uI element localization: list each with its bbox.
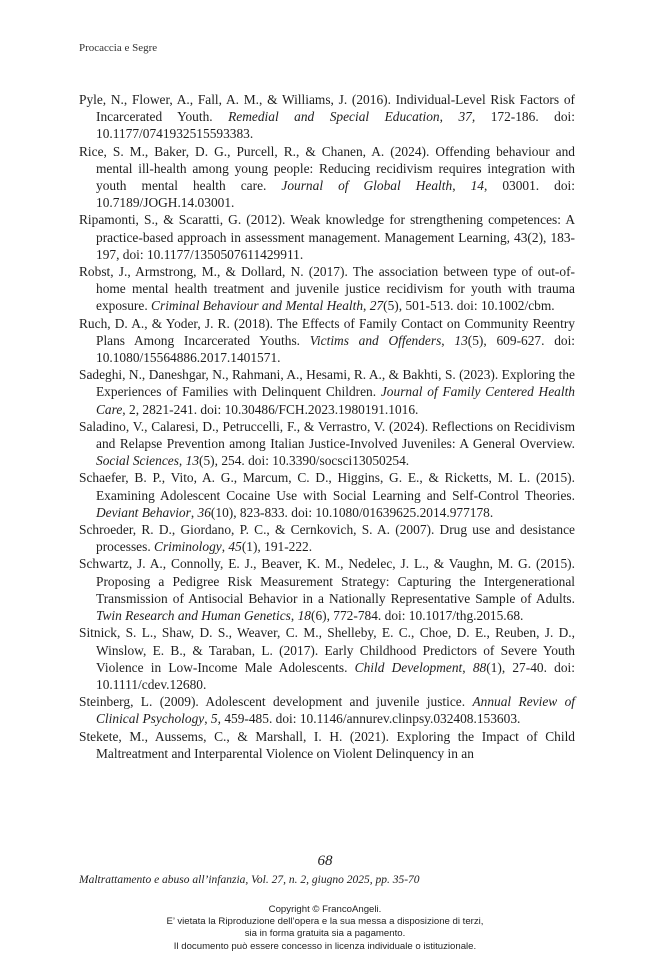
reference-text: 172-186. doi: 10.1177/0741932515593383. xyxy=(96,109,575,142)
reference-entry xyxy=(79,555,575,624)
running-head: Procaccia e Segre xyxy=(79,42,158,54)
reference-entry xyxy=(79,211,575,263)
reference-source: Criminal Behaviour and Mental Health xyxy=(151,298,364,314)
reference-source: 13 xyxy=(185,453,200,469)
reference-text: , xyxy=(190,504,198,520)
reference-text: (5), 254. doi: 10.3390/socsci13050254. xyxy=(199,453,410,469)
reference-source: Victims and Offenders xyxy=(309,332,442,348)
reference-text: Rice, S. M., Baker, D. G., Purcell, R., & Chanen, A. (2024). Offending behaviour and mental ill-health among young people: Reducing recidivism requires integration with youth mental health care. xyxy=(79,143,575,194)
reference-entry xyxy=(79,693,575,727)
reference-text: , xyxy=(452,178,471,194)
reference-entry xyxy=(79,728,575,762)
reference-text: Stekete, M., Aussems, C., & Marshall, I. H. (2021). Exploring the Impact of Child Maltreatment and Interparental Violence on Violent Delinquency in an xyxy=(79,728,575,761)
reference-text: , 459-485. doi: 10.1146/annurev.clinpsy.032408.153603. xyxy=(217,711,521,727)
reference-text: , xyxy=(178,453,186,469)
reference-text: , xyxy=(439,109,459,125)
journal-footer: Maltrattamento e abuso all’infanzia, Vol. 27, n. 2, giugno 2025, pp. 35-70 xyxy=(79,874,420,886)
reference-text: , xyxy=(221,539,229,555)
page-number: 68 xyxy=(317,853,333,869)
reference-text: (10), 823-833. doi: 10.1080/01639625.2014.977178. xyxy=(210,504,494,520)
reference-source: 13 xyxy=(454,332,468,348)
reference-text: Robst, J., Armstrong, M., & Dollard, N. (2017). The association between type of out-of-home mental health treatment and juvenile justice recidivism for youth with trauma exposure. xyxy=(79,264,575,314)
reference-entry xyxy=(79,91,575,143)
reference-source: 88 xyxy=(472,659,487,675)
copyright-line: Copyright © FrancoAngeli. xyxy=(268,904,382,915)
reference-source: 37, xyxy=(458,109,476,125)
reference-text: (1), 191-222. xyxy=(241,539,313,555)
reference-text: , 03001. doi: 10.7189/JOGH.14.03001. xyxy=(96,178,576,211)
reference-source: 27 xyxy=(369,298,384,314)
reference-text: Ripamonti, S., & Scaratti, G. (2012). Weak knowledge for strengthening competences: A practice-based approach in assessment management. Management Learning, 43(2), 183-197, doi: 10.1177/1350507611429911. xyxy=(79,212,575,262)
reference-source: 14 xyxy=(470,178,484,194)
reference-source: Annual Review of Clinical Psychology xyxy=(96,694,575,727)
reference-source: Twin Research and Human Genetics xyxy=(96,608,291,624)
reference-text: Ruch, D. A., & Yoder, J. R. (2018). The Effects of Family Contact on Community Reentry Plans Among Incarcerated Youths. xyxy=(79,315,575,348)
reference-text: , xyxy=(441,332,455,348)
reference-text: 2, 2821-241. doi: 10.30486/FCH.2023.1980191.1016. xyxy=(129,401,419,417)
reference-source: Journal of Family Centered Health Care xyxy=(96,384,575,417)
reference-text: Saladino, V., Calaresi, D., Petruccelli, F., & Verrastro, V. (2024). Reflections on Recidivism and Relapse Prevention among Italian Justice-Involved Juveniles: A General Overview. xyxy=(79,418,575,452)
reference-text: Schaefer, B. P., Vito, A. G., Marcum, C. D., Higgins, G. E., & Ricketts, M. L. (2015). Examining Adolescent Cocaine Use with Social Learning and Self-Control Theories. xyxy=(79,470,575,503)
reference-source: 18 xyxy=(297,608,311,624)
reference-text: Schwartz, J. A., Connolly, E. J., Beaver, K. M., Nedelec, J. L., & Vaughn, M. G. (2015). Proposing a Pedigree Risk Measurement Strategy: Capturing the Intergenerational Transmission of Antisocial Behavior in a Nationally Representative Sample of Adults. xyxy=(79,556,575,606)
reference-source: 36 xyxy=(197,504,211,520)
reference-source: Remedial and Special Education xyxy=(228,109,440,125)
reference-text: , xyxy=(290,608,298,624)
reference-entry xyxy=(79,521,575,555)
reference-text: (1), 27-40. doi: 10.1111/cdev.12680. xyxy=(96,659,575,692)
reference-text: , xyxy=(204,711,211,727)
reference-source: Child Development xyxy=(354,659,463,675)
reference-text: , xyxy=(363,298,370,314)
reference-text: (6), 772-784. doi: 10.1017/thg.2015.68. xyxy=(310,608,524,624)
reference-source: Deviant Behavior xyxy=(96,504,191,520)
reference-text: (5), 501-513. doi: 10.1002/cbm. xyxy=(383,298,555,314)
reference-text: Pyle, N., Flower, A., Fall, A. M., & Williams, J. (2016). Individual-Level Risk Factors of Incarcerated Youth. xyxy=(79,92,575,125)
reference-entry xyxy=(79,143,575,212)
reference-list xyxy=(79,91,575,762)
reference-source: Criminology xyxy=(154,539,222,555)
reference-entry xyxy=(79,315,575,367)
reference-text: Sadeghi, N., Daneshgar, N., Rahmani, A., Hesami, R. A., & Bakhti, S. (2023). Exploring the Experiences of Families with Delinquent Children. xyxy=(79,367,575,400)
reference-text: Schroeder, R. D., Giordano, P. C., & Cernkovich, S. A. (2007). Drug use and desistance processes. xyxy=(79,522,575,555)
reference-text: , xyxy=(462,659,473,675)
reference-entry xyxy=(79,469,575,521)
copyright-line: Il documento può essere concesso in licenza individuale o istituzionale. xyxy=(173,940,477,952)
reference-entry xyxy=(79,263,575,315)
reference-entry xyxy=(79,624,575,693)
reference-text: (5), 609-627. doi: 10.1080/15564886.2017.1401571. xyxy=(96,332,576,366)
copyright-line: E’ vietata la Riproduzione dell’opera e la sua messa a disposizione di terzi, xyxy=(166,916,484,928)
reference-text: Sitnick, S. L., Shaw, D. S., Weaver, C. M., Shelleby, E. C., Choe, D. E., Reuben, J. D., Winslow, E. B., & Taraban, L. (2017). Early Childhood Predictors of Severe Youth Violence in Low-Income Male Adolescents. xyxy=(79,625,575,675)
copyright-notice xyxy=(0,904,650,953)
copyright-line: sia in forma gratuita sia a pagamento. xyxy=(244,928,406,940)
reference-source: 45 xyxy=(228,539,242,555)
reference-text: , xyxy=(122,401,129,417)
reference-text: Steinberg, L. (2009). Adolescent development and juvenile justice. xyxy=(79,694,473,710)
reference-source: Journal of Global Health xyxy=(281,178,453,194)
reference-source: Social Sciences xyxy=(96,453,179,469)
reference-entry xyxy=(79,418,575,470)
reference-source: 5 xyxy=(210,711,218,727)
reference-entry xyxy=(79,366,575,418)
